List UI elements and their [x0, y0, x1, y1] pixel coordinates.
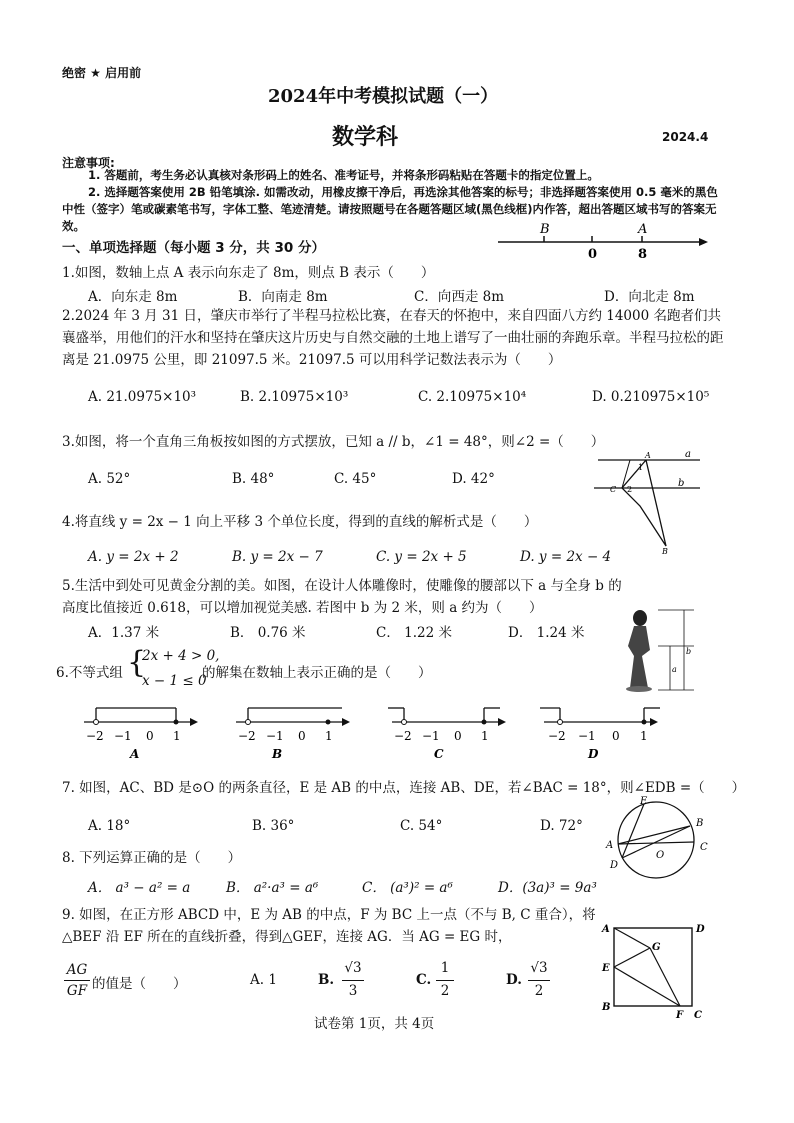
q1-axis-arrow: [699, 238, 708, 246]
q5-label-a: a: [672, 665, 677, 674]
q6-inequality-1: 2x + 4 > 0,: [142, 648, 220, 664]
q5-stem: 5.生活中到处可见黄金分割的美。如图，在设计人体雕像时，使雕像的腰部以下 a 与全身 b 的高度比值接近 0.618，可以增加视觉美感. 若图中 b 为 2 米，则 a 约为（ ）: [62, 578, 622, 616]
confidential-label: 绝密 ★ 启用前: [62, 66, 142, 80]
notice-item-1: 1. 答题前，考生务必认真核对条形码上的姓名、准考证号，并将条形码粘贴在答题卡的指定位置上。: [88, 168, 599, 182]
q9-label-e: E: [602, 963, 610, 974]
q7-option-d: D. 72°: [540, 818, 583, 834]
q9-option-c-num: 1: [440, 960, 450, 976]
q6-option-d-numberline[interactable]: [540, 700, 670, 762]
q6-b-label: B: [272, 747, 283, 761]
q8-option-a: A． a³ − a² = a: [88, 880, 191, 896]
q6-option-c-numberline[interactable]: [388, 700, 518, 762]
q9-segment-eg: [614, 948, 650, 967]
q5-option-c: C． 1.22 米: [376, 625, 452, 641]
q6-c-tick-3: 0: [454, 729, 462, 743]
q1-option-d: D．向北走 8m: [604, 289, 695, 305]
q7-chord-de: [622, 804, 644, 858]
q9-stem: 9. 如图，在正方形 ABCD 中，E 为 AB 的中点，F 为 BC 上一点（不与 B, C 重合），将△BEF 沿 EF 所在的直线折叠，得到△GEF，连接 AG．当 AG = EG 时，: [62, 907, 596, 945]
q1-label-8: 8: [638, 247, 648, 262]
q6-b-tick-1: −2: [238, 729, 256, 743]
q9-option-d-num: √3: [530, 960, 548, 976]
q7-option-c: C. 54°: [400, 818, 443, 834]
q6-b-tick-2: −1: [266, 729, 284, 743]
q3-vertex-b: B: [662, 547, 668, 556]
q6-a-tick-1: −2: [86, 729, 104, 743]
q1-option-b: B．向南走 8m: [238, 289, 328, 305]
q9-option-d-bar: [528, 980, 550, 981]
q6-brace: {: [127, 645, 147, 680]
q2-option-b: B. 2.10975×10³: [240, 389, 349, 405]
q5-statue-body: [628, 626, 650, 688]
q6-c-label: C: [434, 747, 444, 761]
q3-option-c: C. 45°: [334, 471, 377, 487]
q9-label-f: F: [676, 1010, 684, 1020]
q9-frac-den: GF: [66, 983, 88, 999]
q4-option-c: C. y = 2x + 5: [376, 549, 467, 565]
q6-c-tick-2: −1: [422, 729, 440, 743]
q2-option-c: C. 2.10975×10⁴: [418, 389, 527, 405]
q9-option-c-letter: C.: [416, 972, 432, 988]
q9-option-b-num: √3: [344, 960, 362, 976]
q9-option-c-den: 2: [440, 983, 450, 999]
q6-b-tick-4: 1: [325, 729, 333, 743]
q9-label-d: D: [696, 924, 705, 935]
section-title: 一、单项选择题（每小题 3 分，共 30 分）: [62, 240, 325, 256]
q9-option-b-den: 3: [348, 983, 358, 999]
q6-d-tick-1: −2: [548, 729, 566, 743]
q9-frac-num: AG: [66, 962, 88, 978]
q6-c-tick-1: −2: [394, 729, 412, 743]
q3-figure: [592, 448, 704, 556]
q6-d-label: D: [588, 747, 599, 761]
q3-stem: 3.如图，将一个直角三角板按如图的方式摆放，已知 a // b，∠1 = 48°，则∠2 =（ ）: [62, 434, 605, 450]
q9-square-figure: [598, 920, 714, 1020]
q2-stem: 2.2024 年 3 月 31 日，肇庆市举行了半程马拉松比赛，在春天的怀抱中，来自四面八方约 14000 名跑者们共襄盛举，用他们的汗水和坚持在肇庆这片历史与自然交融的土地上谱写了一曲壮丽的奔跑乐章。半程马拉松的距离是 21.0975 公里，即 21097.5 米。21097.5 可以用科学记数法表示为（ ）: [62, 308, 724, 368]
q4-option-a: A. y = 2x + 2: [88, 549, 179, 565]
q6-a-tick-4: 1: [173, 729, 181, 743]
q5-statue-figure: [624, 606, 706, 694]
q6-a-tick-2: −1: [114, 729, 132, 743]
q1-option-a: A．向东走 8m: [88, 289, 178, 305]
q3-triangle: [622, 460, 666, 546]
q7-stem: 7. 如图，AC、BD 是⊙O 的两条直径，E 是 AB 的中点，连接 AB、DE，若∠BAC = 18°，则∠EDB =（ ）: [62, 780, 746, 796]
q3-option-b: B. 48°: [232, 471, 275, 487]
q5-statue-head: [633, 610, 647, 626]
q9-option-c-bar: [436, 980, 454, 981]
q7-option-a: A. 18°: [88, 818, 131, 834]
q1-stem: 1.如图，数轴上点 A 表示向东走了 8m，则点 B 表示（ ）: [62, 265, 435, 281]
q4-stem: 4.将直线 y = 2x − 1 向上平移 3 个单位长度，得到的直线的解析式是（ ）: [62, 514, 538, 530]
q3-label-a: a: [685, 449, 691, 460]
q9-label-b: B: [602, 1002, 611, 1013]
q6-d-tick-2: −1: [578, 729, 596, 743]
q5-option-b: B． 0.76 米: [230, 625, 306, 641]
q6-d-tick-3: 0: [612, 729, 620, 743]
q5-option-d: D． 1.24 米: [508, 625, 585, 641]
q7-option-b: B. 36°: [252, 818, 295, 834]
q6-a-label: A: [130, 747, 140, 761]
q5-option-a: A．1.37 米: [88, 625, 160, 641]
q3-label-b: b: [678, 478, 685, 489]
q6-b-tick-3: 0: [298, 729, 306, 743]
q9-square: [614, 928, 692, 1006]
q3-vertex-a: A: [645, 451, 651, 460]
q6-option-a-numberline[interactable]: [80, 700, 210, 762]
q1-label-0: 0: [588, 247, 598, 262]
q7-label-o: O: [656, 850, 665, 861]
q6-option-b-numberline[interactable]: [232, 700, 362, 762]
q5-label-b: b: [686, 647, 692, 656]
q8-option-d: D．(3a)³ = 9a³: [498, 880, 597, 896]
q7-label-d: D: [610, 860, 619, 871]
page-footer: 试卷第 1页，共 4页: [314, 1016, 435, 1032]
q1-point-b: B: [540, 222, 550, 237]
q6-c-tick-4: 1: [481, 729, 489, 743]
q6-prefix: 6.不等式组: [56, 665, 123, 681]
q7-label-e: E: [640, 796, 648, 807]
q7-label-a: A: [606, 840, 614, 851]
q7-label-b: B: [696, 818, 704, 829]
q5-statue-base: [626, 686, 652, 692]
q9-option-a: A. 1: [250, 972, 277, 988]
q7-label-c: C: [700, 842, 708, 853]
q2-option-d: D. 0.210975×10⁵: [592, 389, 710, 405]
q9-option-b-bar: [342, 980, 364, 981]
q3-vertex-c: C: [610, 485, 617, 494]
q6-inequality-2: x − 1 ≤ 0: [142, 673, 207, 689]
q6-suffix: 的解集在数轴上表示正确的是（ ）: [202, 665, 432, 681]
q9-label-c: C: [694, 1010, 702, 1020]
q6-a-tick-3: 0: [146, 729, 154, 743]
q3-angle-1: 1: [638, 463, 644, 472]
q3-option-d: D. 42°: [452, 471, 495, 487]
q9-option-d-den: 2: [534, 983, 544, 999]
q9-option-b-letter: B.: [318, 972, 335, 988]
q8-option-b: B． a²·a³ = a⁶: [226, 880, 319, 896]
exam-title: 2024年中考模拟试题（一）: [268, 86, 499, 107]
q2-option-a: A. 21.0975×10³: [88, 389, 197, 405]
q9-segment-ag: [614, 928, 650, 948]
subject-title: 数学科: [332, 124, 399, 150]
notice-heading: 注意事项:: [62, 156, 115, 170]
q9-label-a: A: [602, 924, 610, 935]
q6-d-tick-4: 1: [640, 729, 648, 743]
notice-item-2: 2. 选择题答案使用 2B 铅笔填涂. 如需改动，用橡皮擦干净后，再选涂其他答案的标号；非选择题答案使用 0.5 毫米的黑色中性（签字）笔或碳素笔书写，字体工整、笔迹清楚。请按照题号在各题答题区域(黑色线框)内作答，超出答题区域书写的答案无效。: [62, 185, 718, 233]
q7-circle-figure: [600, 796, 716, 880]
q9-frac-bar: [64, 980, 90, 981]
q9-label-g: G: [652, 942, 661, 953]
exam-date: 2024.4: [662, 130, 709, 144]
q3-option-a: A. 52°: [88, 471, 131, 487]
q9-option-d-letter: D.: [506, 972, 522, 988]
q1-point-a: A: [638, 222, 648, 237]
q4-option-b: B. y = 2x − 7: [232, 549, 323, 565]
q3-angle-2: 2: [627, 485, 633, 494]
q8-option-c: C． (a³)² = a⁶: [362, 880, 453, 896]
q1-number-line: [494, 222, 714, 262]
q8-stem: 8. 下列运算正确的是（ ）: [62, 850, 242, 866]
q4-option-d: D. y = 2x − 4: [520, 549, 612, 565]
q9-tail: 的值是（ ）: [92, 976, 187, 992]
q1-option-c: C．向西走 8m: [414, 289, 505, 305]
